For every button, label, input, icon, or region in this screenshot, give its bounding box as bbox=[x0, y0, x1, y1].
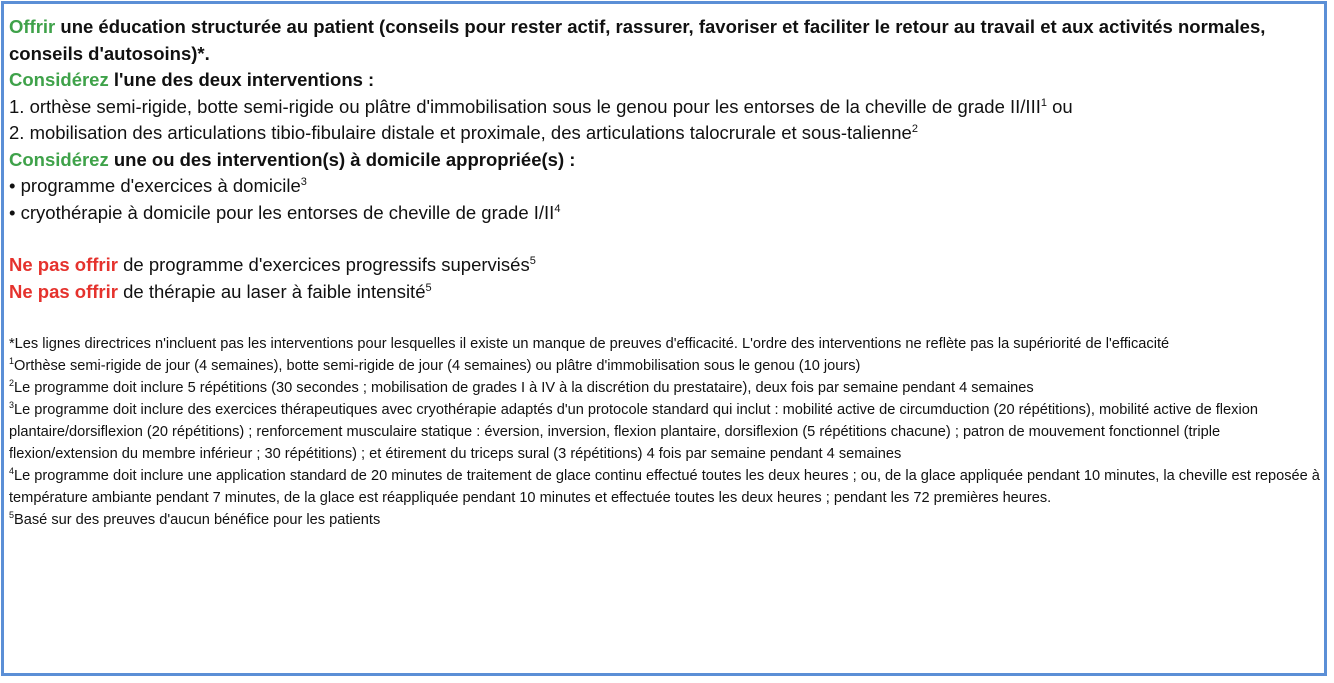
bullet-2-text: • cryothérapie à domicile pour les entorses de cheville de grade I/II bbox=[9, 201, 555, 223]
footnote-4 bbox=[9, 465, 1321, 509]
dont-offer-1-keyword: Ne pas offrir bbox=[9, 254, 118, 275]
footnote-2-text: Le programme doit inclure 5 répétitions (30 secondes ; mobilisation de grades I à IV à la discrétion du prestataire), deux fois par semaine pendant 4 semaines bbox=[14, 380, 1034, 396]
spacer bbox=[9, 226, 1321, 252]
footnote-1 bbox=[9, 355, 1321, 377]
dont-offer-laser bbox=[9, 279, 1321, 306]
footnote-3 bbox=[9, 399, 1321, 465]
consider-home-line bbox=[9, 147, 1321, 174]
recommendations-content bbox=[9, 14, 1321, 531]
footnote-2-ref: 2 bbox=[9, 378, 15, 389]
recommendations-main bbox=[9, 14, 1321, 305]
dont-offer-supervised bbox=[9, 252, 1321, 279]
footnote-star: *Les lignes directrices n'incluent pas les interventions pour lesquelles il existe un manque de preuves d'efficacité. L'ordre des interventions ne reflète pas la supériorité de l'efficacité bbox=[9, 336, 1170, 352]
offer-keyword: Offrir bbox=[9, 16, 56, 37]
consider-home-keyword: Considérez bbox=[9, 148, 109, 170]
option-2-text: 2. mobilisation des articulations tibio-fibulaire distale et proximale, des articulations talocrurale et sous-talienne bbox=[9, 122, 912, 143]
footnote-3-text: Le programme doit inclure des exercices thérapeutiques avec cryothérapie adaptés d'un protocole standard qui inclut : mobilité active de circumduction (20 répétitions), mobilité active de flexion plantaire/dorsiflexion (20 répétitions) ; renforcement musculaire statique : éversion, inversion, flexion plantaire, dorsiflexion (5 répétitions chacune) ; patron de mouvement fonctionnel (triple flexion/extension du membre inférieur ; 30 répétitions) ; et étirement du triceps sural (3 répétitions) 4 fois par semaine pendant 4 semaines bbox=[9, 402, 1258, 462]
footnote-1-ref: 1 bbox=[9, 356, 15, 367]
dont-offer-1-ref: 5 bbox=[529, 254, 536, 267]
dont-offer-2-keyword: Ne pas offrir bbox=[9, 280, 118, 302]
footnote-5 bbox=[9, 509, 1321, 531]
option-1-text: 1. orthèse semi-rigide, botte semi-rigide ou plâtre d'immobilisation sous le genou pour les entorses de la cheville de grade II/III bbox=[9, 95, 1041, 117]
footnotes bbox=[9, 333, 1321, 531]
recommendations-box bbox=[1, 1, 1327, 676]
option-1 bbox=[9, 94, 1321, 121]
bullet-1-text: • programme d'exercices à domicile bbox=[9, 175, 301, 196]
bullet-home-exercise bbox=[9, 173, 1321, 200]
dont-offer-2-ref: 5 bbox=[425, 281, 432, 294]
option-1-ref: 1 bbox=[1040, 96, 1047, 109]
footnote-5-ref: 5 bbox=[9, 510, 15, 521]
consider-one-line bbox=[9, 67, 1321, 94]
footnote-1-text: Orthèse semi-rigide de jour (4 semaines), botte semi-rigide de jour (4 semaines) ou plâtre d'immobilisation sous le genou (10 jours) bbox=[14, 358, 861, 374]
consider-home-text: une ou des intervention(s) à domicile appropriée(s) : bbox=[108, 148, 576, 170]
footnote-3-ref: 3 bbox=[9, 400, 15, 411]
bullet-2-ref: 4 bbox=[554, 202, 561, 215]
offer-text: une éducation structurée au patient (conseils pour rester actif, rassurer, favoriser et faciliter le retour au travail et aux activités normales, conseils d'autosoins)*. bbox=[9, 16, 1266, 64]
dont-offer-1-text: de programme d'exercices progressifs supervisés bbox=[117, 254, 530, 275]
dont-offer-2-text: de thérapie au laser à faible intensité bbox=[117, 280, 426, 302]
consider-text: l'une des deux interventions : bbox=[108, 69, 375, 90]
option-2-ref: 2 bbox=[911, 122, 918, 135]
footnote-5-text: Basé sur des preuves d'aucun bénéfice pour les patients bbox=[14, 512, 381, 528]
consider-keyword: Considérez bbox=[9, 69, 109, 90]
footnote-4-text: Le programme doit inclure une application standard de 20 minutes de traitement de glace continu effectué toutes les deux heures ; ou, de la glace appliquée pendant 10 minutes, la cheville est reposée à température ambiante pendant 7 minutes, de la glace est réappliquée pendant 10 minutes et effectuée toutes les deux heures ; pendant les 72 premières heures. bbox=[9, 468, 1320, 506]
bullet-1-ref: 3 bbox=[300, 175, 307, 188]
bullet-home-cryotherapy bbox=[9, 200, 1321, 227]
option-1-tail: ou bbox=[1046, 95, 1073, 117]
option-2 bbox=[9, 120, 1321, 147]
footnote-4-ref: 4 bbox=[9, 466, 15, 477]
footnote-2 bbox=[9, 377, 1321, 399]
offer-education-line bbox=[9, 14, 1321, 67]
